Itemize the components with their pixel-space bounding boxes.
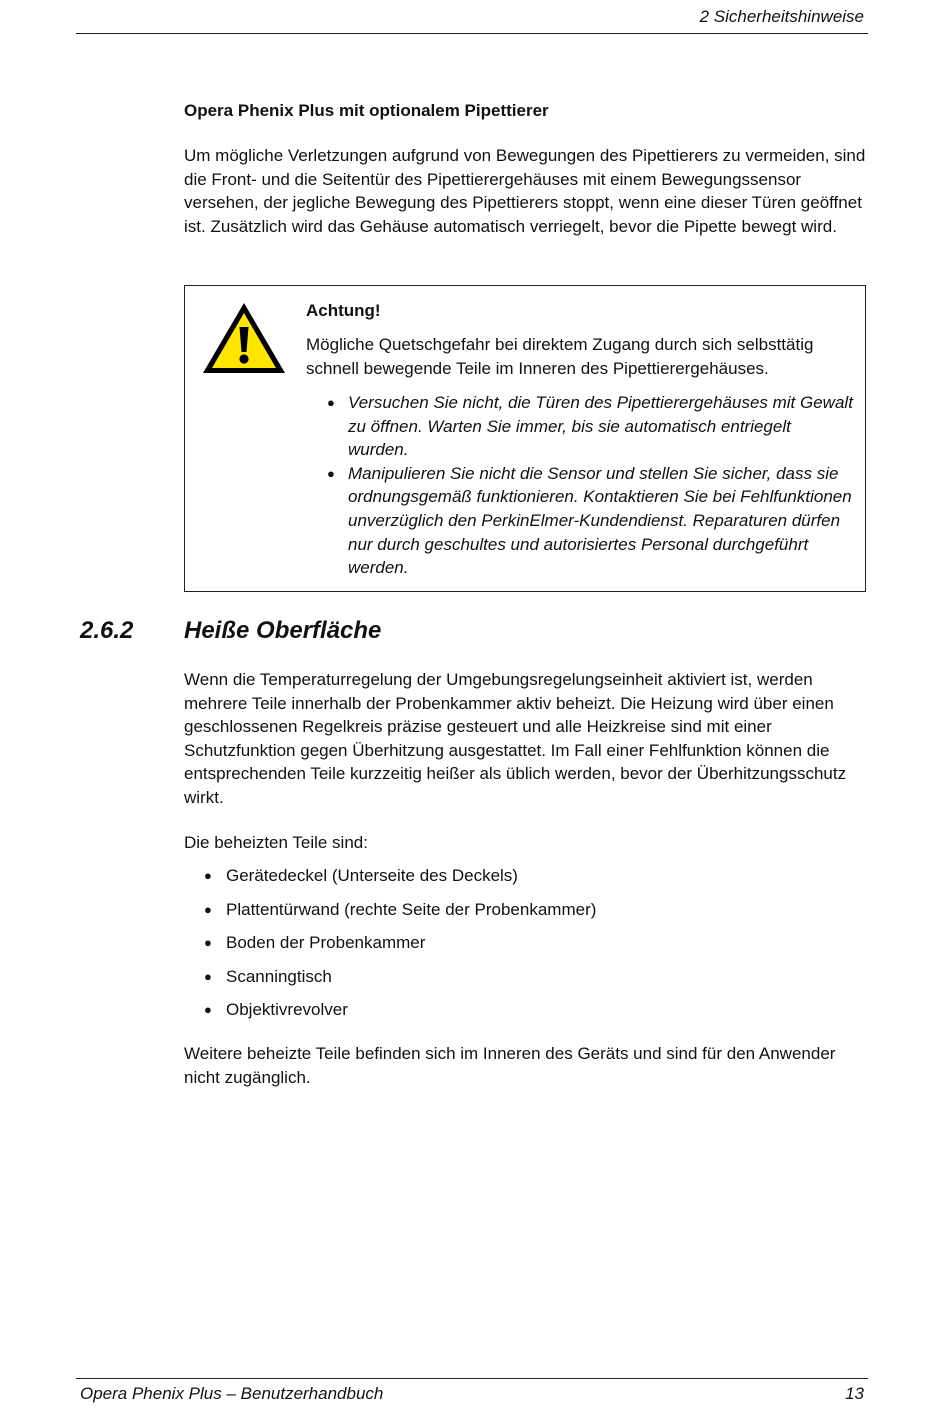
list-item (184, 998, 784, 1032)
section-title: Heiße Oberfläche (184, 617, 382, 644)
list-intro: Die beheizten Teile sind: (184, 833, 368, 852)
warning-item-text: Versuchen Sie nicht, die Türen des Pipettierergehäuses mit Gewalt zu öffnen. Warten Sie immer, bis sie automatisch entriegelt wurden. (348, 393, 853, 460)
bullet-icon: ● (204, 935, 212, 950)
warning-item-text: Manipulieren Sie nicht die Sensor und stellen Sie sicher, dass sie ordnungsgemäß funktionieren. Kontaktieren Sie bei Fehlfunktionen unverzüglich den PerkinElmer-Kundendienst. Reparaturen dürfen nur durch geschultes und autorisiertes Personal durchgeführt werden. (348, 463, 852, 578)
list-item-text: Boden der Probenkammer (226, 933, 426, 952)
pipettor-paragraph: Um mögliche Verletzungen aufgrund von Bewegungen des Pipettierers zu vermeiden, sind die Front- und die Seitentür des Pipettierergehäuses mit einem Bewegungssensor versehen, der jegliche Bewegung des Pipettierers stoppt, wenn eine dieser Türen geöffnet ist. Zusätzlich wird das Gehäuse automatisch verriegelt, bevor die Pipette bewegt wird. (184, 146, 866, 236)
bullet-icon: ● (204, 968, 212, 984)
warning-box (184, 285, 866, 592)
list-item-text: Objektivrevolver (226, 1000, 348, 1019)
list-item (184, 965, 784, 999)
section-paragraph-2: Weitere beheizte Teile befinden sich im Inneren des Geräts und sind für den Anwender nicht zugänglich. (184, 1044, 836, 1087)
list-item-text: Gerätedeckel (Unterseite des Deckels) (226, 866, 518, 885)
warning-list-item (306, 462, 856, 580)
warning-list (306, 391, 856, 580)
section-number: 2.6.2 (80, 617, 134, 644)
page-number: 13 (845, 1384, 864, 1403)
list-item (184, 898, 784, 932)
list-item (184, 864, 784, 898)
list-item-text: Scanningtisch (226, 966, 332, 986)
warning-title: Achtung! (306, 301, 381, 320)
exclamation-dot (239, 354, 248, 363)
warning-triangle-icon (201, 300, 287, 376)
bullet-icon: ● (204, 1002, 212, 1017)
list-item-text: Plattentürwand (rechte Seite der Probenkammer) (226, 899, 597, 919)
bullet-icon: ● (327, 395, 335, 410)
bullet-icon: ● (204, 901, 212, 917)
section-paragraph-1: Wenn die Temperaturregelung der Umgebungsregelungseinheit aktiviert ist, werden mehrere Teile innerhalb der Probenkammer aktiv beheizt. Die Heizung wird über einen geschlossenen Regelkreis präzise gesteuert und alle Heizkreise sind mit einer Schutzfunktion gegen Überhitzung ausgestattet. Im Fall einer Fehlfunktion können die entsprechenden Teile kurzzeitig heißer als üblich werden, bevor der Überhitzungsschutz wirkt. (184, 670, 847, 807)
footer-title: Opera Phenix Plus – Benutzerhandbuch (80, 1384, 384, 1403)
footer-divider (76, 1378, 868, 1379)
warning-list-item (306, 391, 856, 462)
heated-parts-list (184, 864, 784, 1032)
running-header: 2 Sicherheitshinweise (699, 7, 864, 26)
bullet-icon: ● (327, 465, 335, 481)
bullet-icon: ● (204, 868, 212, 883)
pipettor-subheading: Opera Phenix Plus mit optionalem Pipettierer (184, 101, 549, 120)
list-item (184, 931, 784, 965)
warning-text: Mögliche Quetschgefahr bei direktem Zugang durch sich selbsttätig schnell bewegende Teile im Inneren des Pipettierergehäuses. (306, 335, 814, 378)
header-divider (76, 33, 868, 34)
